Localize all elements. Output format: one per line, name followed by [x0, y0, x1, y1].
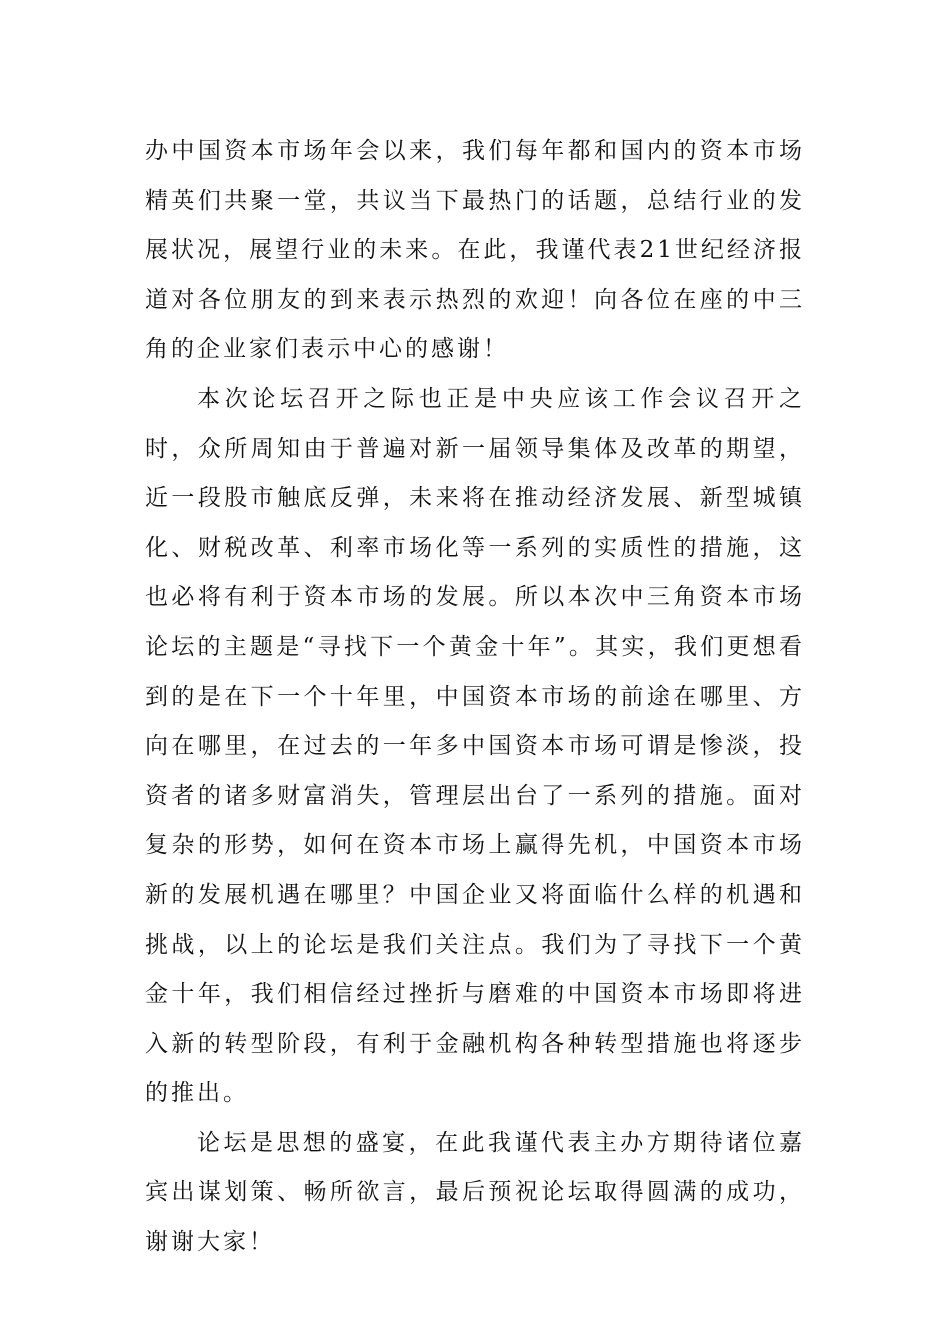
speech-text-body [145, 127, 805, 1268]
paragraph-forum-theme: 本次论坛召开之际也正是中央应该工作会议召开之时，众所周知由于普遍对新一届领导集体及改革的期望，近一段股市触底反弹，未来将在推动经济发展、新型城镇化、财税改革、利率市场化等一系列的实质性的措施，这也必将有利于资本市场的发展。所以本次中三角资本市场论坛的主题是“寻找下一个黄金十年”。其实，我们更想看到的是在下一个十年里，中国资本市场的前途在哪里、方向在哪里，在过去的一年多中国资本市场可谓是惨淡，投资者的诸多财富消失，管理层出台了一系列的措施。面对复杂的形势，如何在资本市场上赢得先机，中国资本市场新的发展机遇在哪里？中国企业又将面临什么样的机遇和挑战，以上的论坛是我们关注点。我们为了寻找下一个黄金十年，我们相信经过挫折与磨难的中国资本市场即将进入新的转型阶段，有利于金融机构各种转型措施也将逐步的推出。 [145, 385, 805, 1107]
paragraph-continuation: 办中国资本市场年会以来，我们每年都和国内的资本市场精英们共聚一堂，共议当下最热门的话题，总结行业的发展状况，展望行业的未来。在此，我谨代表21世纪经济报道对各位朋友的到来表示热烈的欢迎！向各位在座的中三角的企业家们表示中心的感谢！ [145, 138, 805, 363]
paragraph-closing: 论坛是思想的盛宴，在此我谨代表主办方期待诸位嘉宾出谋划策、畅所欲言，最后预祝论坛取得圆满的成功，谢谢大家！ [145, 1129, 805, 1256]
